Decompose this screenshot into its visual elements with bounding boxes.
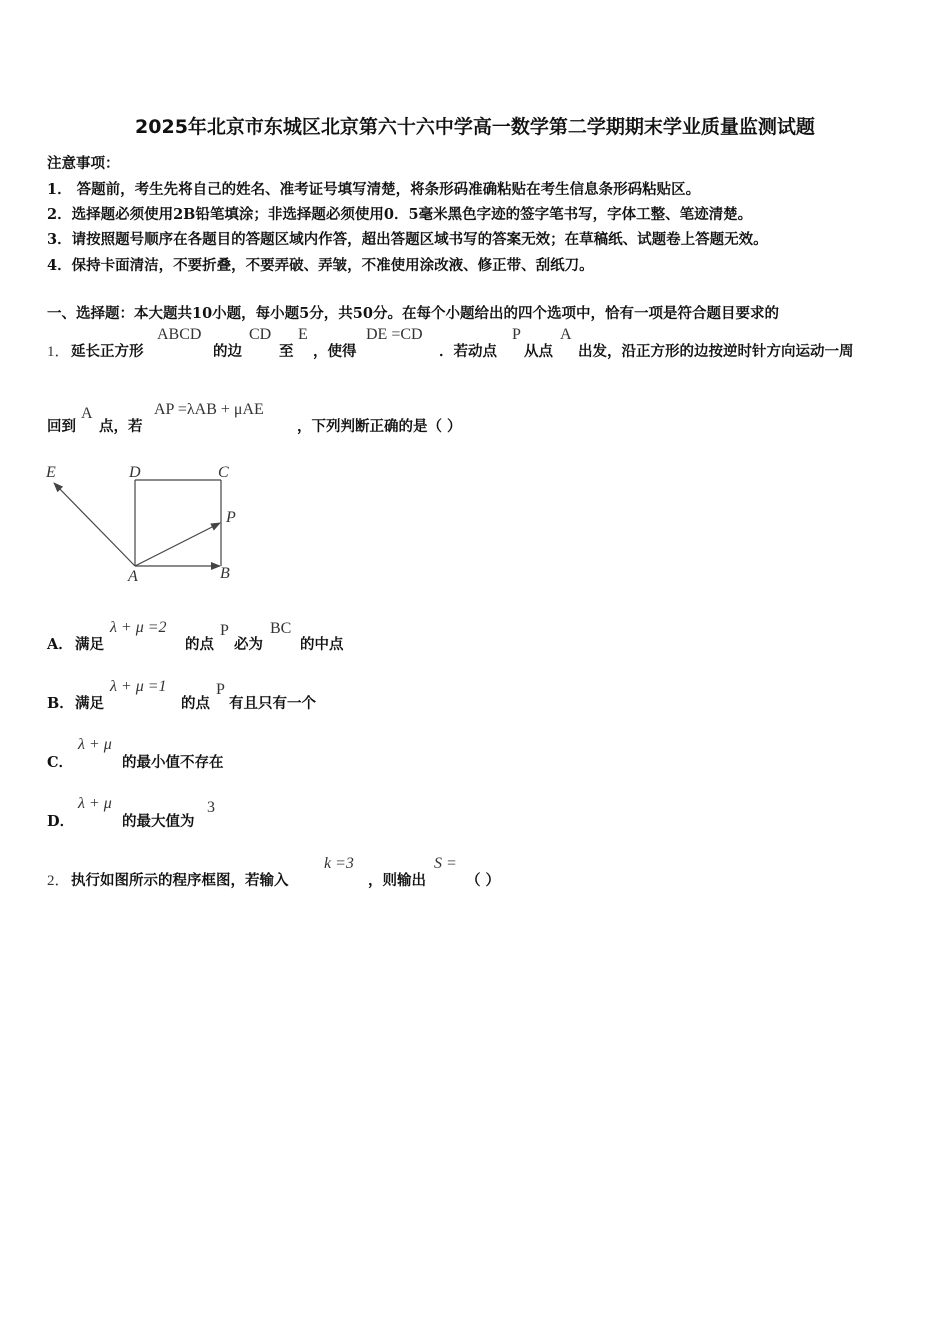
option-math: λ + μ	[78, 795, 112, 812]
notice-item: 3．请按照题号顺序在各题目的答题区域内作答，超出答题区域书写的答案无效；在草稿纸、试题卷上答题无效。	[47, 231, 768, 248]
notice-heading: 注意事项：	[47, 155, 120, 172]
option-text: 的最小值不存在	[122, 754, 224, 771]
question-number: 1．	[47, 344, 70, 360]
math-input: k =3	[324, 855, 354, 872]
question-text: ，下列判断正确的是（ ）	[297, 418, 462, 435]
question-text: ，使得	[313, 343, 357, 360]
math-square: ABCD	[157, 326, 202, 343]
label-c: C	[218, 464, 229, 481]
option-math: P	[220, 622, 229, 639]
math-output: S =	[434, 855, 457, 872]
math-vector-equation: AP =λAB + μAE	[154, 401, 264, 418]
question-text: 回到	[47, 418, 76, 435]
math-point: A	[81, 405, 93, 422]
question-text: 从点	[524, 343, 553, 360]
option-math: BC	[270, 620, 292, 637]
question-text: 至	[279, 343, 294, 360]
option-letter: C．	[47, 754, 74, 771]
option-math: λ + μ =2	[110, 619, 167, 636]
question-text: 的边	[213, 343, 242, 360]
math-point: E	[298, 326, 308, 343]
question-text: 延长正方形	[71, 343, 144, 360]
label-d: D	[129, 464, 141, 481]
question-text: 执行如图所示的程序框图，若输入	[71, 872, 289, 889]
label-p: P	[226, 509, 236, 526]
option-letter: D．	[47, 813, 75, 830]
option-text: 的点	[185, 636, 214, 653]
math-point: A	[560, 326, 572, 343]
question-text: 出发，沿正方形的边按逆时针方向运动一周	[578, 343, 854, 360]
square-figure	[40, 458, 250, 588]
option-text: 有且只有一个	[229, 695, 316, 712]
question-text: ，则输出	[368, 872, 426, 889]
option-letter: A．	[47, 636, 73, 653]
question-text: 点，若	[99, 418, 143, 435]
question-number: 2．	[47, 873, 70, 889]
option-math: 3	[207, 799, 215, 816]
option-text: 必为	[234, 636, 263, 653]
option-text: 满足	[75, 695, 104, 712]
label-a: A	[128, 568, 138, 585]
label-b: B	[220, 565, 230, 582]
notice-item: 2．选择题必须使用2B铅笔填涂；非选择题必须使用0．5毫米黑色字迹的签字笔书写，字体工整、笔迹清楚。	[47, 206, 753, 223]
section-heading: 一、选择题：本大题共10小题，每小题5分，共50分。在每个小题给出的四个选项中，恰有一项是符合题目要求的	[47, 305, 779, 322]
math-point: P	[512, 326, 521, 343]
option-math: P	[216, 681, 225, 698]
page-title: 2025年北京市东城区北京第六十六中学高一数学第二学期期末学业质量监测试题	[135, 116, 815, 138]
vector-ap	[135, 523, 220, 566]
question-text: ．若动点	[439, 343, 497, 360]
label-e: E	[46, 464, 56, 481]
option-math: λ + μ	[78, 736, 112, 753]
option-letter: B．	[47, 695, 74, 712]
notice-item: 4．保持卡面清洁，不要折叠，不要弄破、弄皱，不准使用涂改液、修正带、刮纸刀。	[47, 257, 594, 274]
option-math: λ + μ =1	[110, 678, 167, 695]
vector-ae	[54, 483, 135, 566]
option-text: 的最大值为	[122, 813, 195, 830]
option-text: 的点	[181, 695, 210, 712]
notice-item: 1． 答题前，考生先将自己的姓名、准考证号填写清楚，将条形码准确粘贴在考生信息条形码粘贴区。	[47, 181, 701, 198]
math-side: CD	[249, 326, 272, 343]
math-equation: DE =CD	[366, 326, 423, 343]
option-text: 的中点	[300, 636, 344, 653]
option-text: 满足	[75, 636, 104, 653]
question-text: （ ）	[466, 872, 501, 889]
